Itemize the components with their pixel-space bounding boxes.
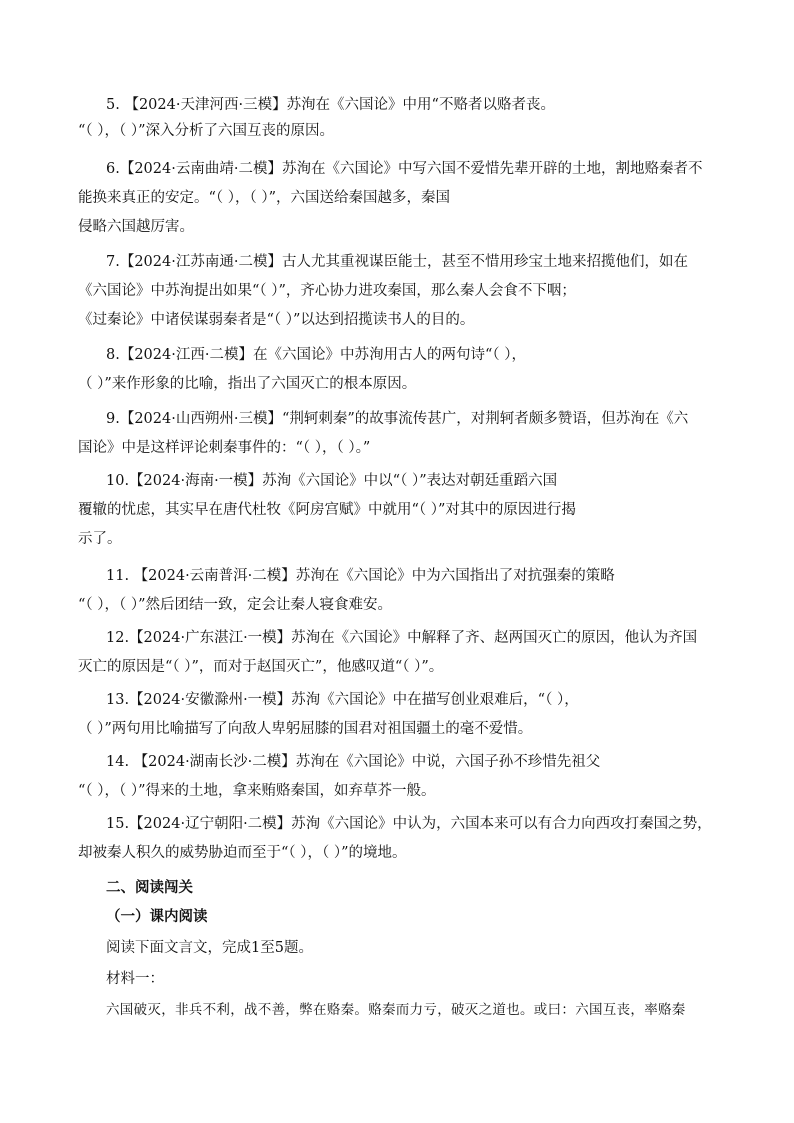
question-line: （ ）”来作形象的比喻，指出了六国灭亡的根本原因。 — [78, 376, 417, 392]
question-line: 9.【2024·山西朔州·三模】“荆轲刺秦”的故事流传甚广，对荆轲者颇多赞语，但苏洵在《六 — [106, 411, 689, 427]
question-line: 国论》中是这样评论刺秦事件的：“（ ），（ ）。” — [78, 440, 371, 456]
question-line: 8.【2024·江西·二模】在《六国论》中苏洵用古人的两句诗“（ ）， — [106, 347, 526, 363]
question-line: 5. 【2024·天津河西·三模】苏洵在《六国论》中用“不赂者以赂者丧。 — [106, 97, 555, 113]
question-line: 12.【2024·广东湛江·一模】苏洵在《六国论》中解释了齐、赵两国灭亡的原因，他认为齐国 — [106, 630, 698, 646]
question-line: 《过秦论》中诸侯谋弱秦者是“（ ）”以达到招揽读书人的目的。 — [78, 312, 475, 328]
question-line: 7.【2024·江苏南通·二模】古人尤其重视谋臣能士，甚至不惜用珍宝土地来招揽他们，如在 — [106, 254, 688, 270]
question-line: 6.【2024·云南曲靖·二模】苏洵在《六国论》中写六国不爱惜先辈开辟的土地，割地赂秦者不 — [106, 161, 703, 177]
question-line: “（ ），（ ）”得来的土地，拿来贿赂秦国，如弃草芥一般。 — [78, 783, 436, 799]
question-line: 13.【2024·安徽滁州·一模】苏洵《六国论》中在描写创业艰难后，“（ ）， — [106, 692, 579, 708]
section-title: 二、阅读闯关 — [106, 879, 193, 896]
question-line: 《六国论》中苏洵提出如果“（ ）”，齐心协力进攻秦国，那么秦人会食不下咽； — [78, 283, 576, 299]
question-line: 灭亡的原因是“（ ）”，而对于赵国灭亡”，他感叹道“（ ）”。 — [78, 659, 444, 675]
question-line: 11. 【2024·云南普洱·二模】苏洵在《六国论》中为六国指出了对抗强秦的策略 — [106, 568, 615, 584]
question-line: “（ ），（ ）”然后团结一致，定会让秦人寝食难安。 — [78, 597, 393, 613]
question-line: “（ ），（ ）”深入分析了六国互丧的原因。 — [78, 123, 335, 139]
question-line: 14. 【2024·湖南长沙·二模】苏洵在《六国论》中说，六国子孙不珍惜先祖父 — [106, 754, 601, 770]
question-line: 10.【2024·海南·一模】苏洵《六国论》中以“（ ）”表达对朝廷重蹈六国 — [106, 473, 558, 489]
instruction-text: 阅读下面文言文，完成1至5题。 — [106, 940, 313, 956]
question-line: 示了。 — [78, 531, 122, 547]
material-label: 材料一： — [106, 971, 164, 987]
question-line: （ ）”两句用比喻描写了向敌人卑躬屈膝的国君对祖国疆土的毫不爱惜。 — [78, 721, 533, 737]
question-line: 15.【2024·辽宁朝阳·二模】苏洵《六国论》中认为，六国本来可以有合力向西攻打秦国之势， — [106, 816, 712, 832]
passage-text: 六国破灭，非兵不利，战不善，弊在赂秦。赂秦而力亏，破灭之道也。或曰：六国互丧，率赂秦 — [106, 1002, 686, 1018]
question-line: 侵略六国越厉害。 — [78, 219, 194, 235]
subsection-title: （一）课内阅读 — [106, 908, 208, 925]
question-line: 却被秦人积久的威势胁迫而至于“（ ），（ ）”的境地。 — [78, 845, 407, 861]
question-line: 覆辙的忧虑，其实早在唐代杜牧《阿房宫赋》中就用“（ ）”对其中的原因进行揭 — [78, 502, 576, 518]
question-line: 能换来真正的安定。“（ ），（ ）”，六国送给秦国越多，秦国 — [78, 190, 451, 206]
